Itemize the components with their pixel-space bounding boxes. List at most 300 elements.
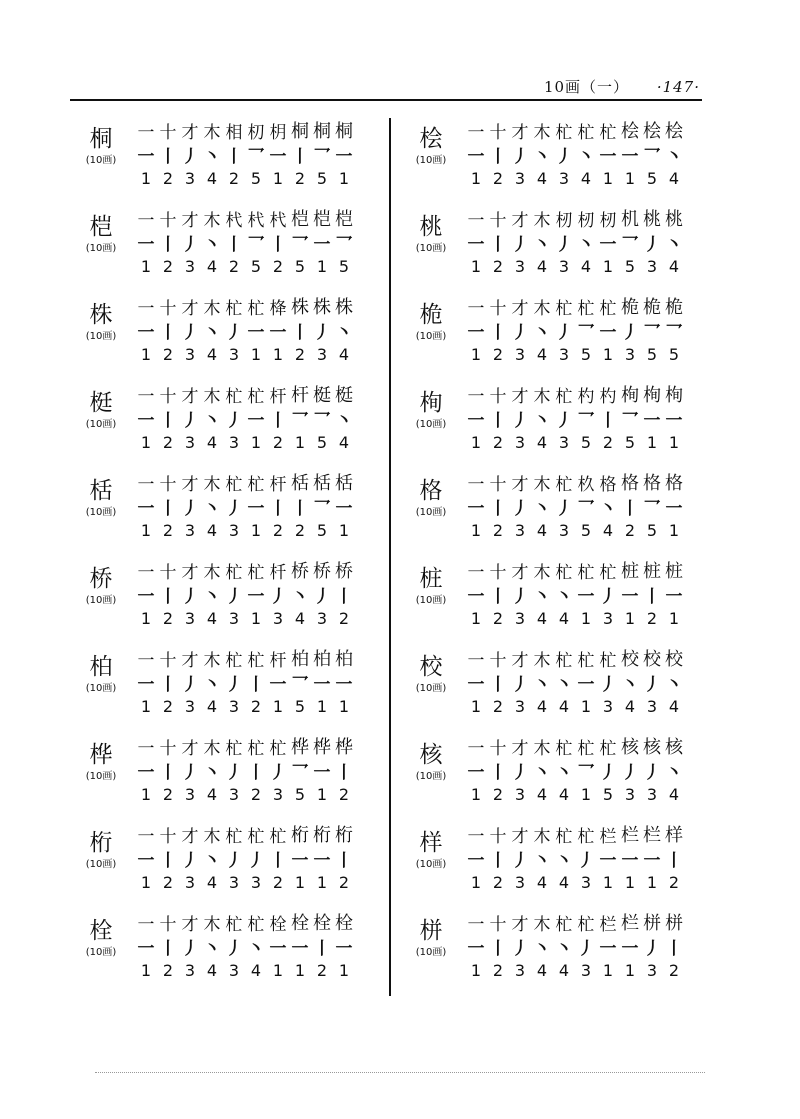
stroke-shape: 丨: [335, 850, 353, 871]
stroke-shape: 乛: [665, 322, 683, 343]
stroke-shape: 丨: [489, 938, 507, 959]
build-step: 桩: [665, 561, 683, 582]
stroke-number: 4: [536, 872, 548, 892]
build-step: 才: [511, 210, 529, 231]
stroke-count-label: (10画): [85, 419, 117, 430]
stroke-shape: 一: [665, 410, 683, 431]
build-step: 杧: [555, 738, 573, 759]
stroke-number: 5: [338, 256, 350, 276]
stroke-number: 4: [668, 168, 680, 188]
stroke-shape: 丶: [203, 410, 221, 431]
stroke-build-row: [135, 734, 385, 758]
build-step: 桦: [335, 737, 353, 758]
build-step: 木: [203, 738, 221, 759]
stroke-order-rows: [465, 118, 715, 190]
stroke-number: 2: [162, 432, 174, 452]
stroke-shape: 一: [137, 674, 155, 695]
stroke-number-row: [465, 606, 715, 630]
stroke-shape-row: [135, 318, 385, 342]
headword-character: 桤: [89, 214, 113, 240]
build-step: 栓: [291, 913, 309, 934]
stroke-build-row: [135, 910, 385, 934]
build-step: 木: [203, 914, 221, 935]
stroke-shape: 乛: [313, 410, 331, 431]
build-step: 栓: [313, 913, 331, 934]
build-step: 桃: [665, 209, 683, 230]
stroke-shape: 丿: [181, 586, 199, 607]
build-step: 才: [511, 562, 529, 583]
stroke-number: 5: [646, 344, 658, 364]
stroke-shape: 丶: [203, 146, 221, 167]
build-step: 才: [181, 298, 199, 319]
stroke-number: 2: [162, 520, 174, 540]
stroke-shape: 丨: [269, 234, 287, 255]
build-step: 木: [203, 386, 221, 407]
stroke-shape: 丶: [621, 674, 639, 695]
stroke-count-label: (10画): [85, 683, 117, 694]
stroke-shape: 丨: [489, 586, 507, 607]
stroke-number: 2: [162, 256, 174, 276]
stroke-shape: 丿: [511, 322, 529, 343]
stroke-number: 2: [272, 520, 284, 540]
headword-box: [405, 388, 457, 432]
stroke-shape: 丨: [159, 234, 177, 255]
stroke-shape: 乛: [335, 234, 353, 255]
build-step: 杧: [225, 386, 243, 407]
build-step: 栏: [599, 914, 617, 935]
stroke-shape: 一: [467, 762, 485, 783]
stroke-shape: 丿: [511, 762, 529, 783]
stroke-shape: 丶: [335, 322, 353, 343]
stroke-number: 1: [470, 696, 482, 716]
build-step: 一: [137, 386, 155, 407]
stroke-shape: 一: [621, 850, 639, 871]
stroke-shape: 丶: [665, 234, 683, 255]
stroke-shape: 丿: [225, 586, 243, 607]
stroke-number: 4: [558, 696, 570, 716]
headword-box: [75, 476, 127, 520]
right-column: [405, 118, 715, 998]
build-step: 杧: [599, 298, 617, 319]
build-step: 杧: [577, 826, 595, 847]
stroke-number: 2: [294, 520, 306, 540]
stroke-build-row: [465, 646, 715, 670]
stroke-shape: 丨: [489, 762, 507, 783]
stroke-number: 4: [536, 696, 548, 716]
stroke-shape: 丶: [203, 498, 221, 519]
build-step: 一: [467, 738, 485, 759]
stroke-number: 3: [316, 344, 328, 364]
stroke-number: 1: [602, 960, 614, 980]
stroke-number: 3: [228, 696, 240, 716]
stroke-count-label: (10画): [415, 859, 447, 870]
stroke-shape: 丿: [599, 762, 617, 783]
build-step: 机: [621, 209, 639, 230]
stroke-shape: 丿: [643, 938, 661, 959]
build-step: 木: [203, 650, 221, 671]
stroke-number-row: [465, 694, 715, 718]
stroke-number: 3: [250, 872, 262, 892]
stroke-order-rows: [135, 294, 385, 366]
stroke-number: 4: [602, 520, 614, 540]
stroke-number: 1: [470, 608, 482, 628]
stroke-number: 1: [272, 344, 284, 364]
stroke-number: 5: [668, 344, 680, 364]
stroke-number: 4: [206, 520, 218, 540]
headword-character: 校: [419, 654, 443, 680]
stroke-shape: 一: [137, 498, 155, 519]
stroke-shape: 一: [665, 586, 683, 607]
stroke-shape: 一: [269, 938, 287, 959]
build-step: 栏: [643, 825, 661, 846]
headword-box: [405, 300, 457, 344]
stroke-shape: 丿: [225, 850, 243, 871]
stroke-shape: 丨: [291, 146, 309, 167]
build-step: 一: [137, 826, 155, 847]
stroke-number: 3: [558, 432, 570, 452]
stroke-number: 1: [250, 608, 262, 628]
stroke-number: 5: [316, 520, 328, 540]
stroke-shape-row: [135, 934, 385, 958]
stroke-number: 5: [580, 344, 592, 364]
stroke-number: 2: [162, 168, 174, 188]
stroke-number: 2: [162, 608, 174, 628]
build-step: 十: [159, 122, 177, 143]
build-step: 样: [665, 825, 683, 846]
stroke-shape: 一: [599, 850, 617, 871]
build-step: 杧: [599, 738, 617, 759]
stroke-number: 3: [184, 960, 196, 980]
stroke-shape: 丿: [181, 410, 199, 431]
stroke-shape-row: [135, 494, 385, 518]
stroke-shape: 丿: [555, 146, 573, 167]
stroke-shape: 丨: [159, 498, 177, 519]
headword-box: [75, 740, 127, 784]
stroke-number: 4: [558, 960, 570, 980]
stroke-shape: 一: [599, 146, 617, 167]
stroke-shape: 一: [137, 762, 155, 783]
stroke-number: 5: [602, 784, 614, 804]
stroke-number: 3: [646, 696, 658, 716]
stroke-number: 3: [558, 344, 570, 364]
stroke-number: 2: [492, 520, 504, 540]
stroke-shape: 丨: [489, 322, 507, 343]
stroke-shape: 丶: [533, 850, 551, 871]
stroke-shape: 丶: [203, 674, 221, 695]
character-entry: [75, 734, 385, 822]
stroke-number: 1: [140, 344, 152, 364]
stroke-number: 4: [206, 344, 218, 364]
character-entry: [75, 294, 385, 382]
stroke-number: 1: [602, 872, 614, 892]
stroke-shape: 一: [467, 586, 485, 607]
stroke-number: 1: [294, 872, 306, 892]
build-step: 栏: [599, 826, 617, 847]
build-step: 才: [511, 914, 529, 935]
stroke-number-row: [135, 254, 385, 278]
stroke-shape: 丶: [533, 938, 551, 959]
stroke-number: 3: [228, 872, 240, 892]
stroke-number: 4: [338, 344, 350, 364]
stroke-number: 1: [668, 520, 680, 540]
stroke-order-rows: [465, 382, 715, 454]
headword-character: 栟: [419, 918, 443, 944]
build-step: 桦: [313, 737, 331, 758]
character-entry: [405, 734, 715, 822]
build-step: 木: [533, 826, 551, 847]
stroke-number: 1: [602, 256, 614, 276]
stroke-shape: 丶: [533, 586, 551, 607]
stroke-number: 4: [206, 872, 218, 892]
stroke-count-label: (10画): [415, 507, 447, 518]
stroke-shape: 丿: [511, 938, 529, 959]
stroke-number: 1: [624, 168, 636, 188]
stroke-order-rows: [135, 558, 385, 630]
headword-box: [405, 476, 457, 520]
build-step: 杆: [269, 650, 287, 671]
stroke-number: 5: [316, 432, 328, 452]
build-step: 杧: [247, 474, 265, 495]
stroke-number: 1: [272, 168, 284, 188]
build-step: 十: [489, 914, 507, 935]
stroke-number: 3: [184, 784, 196, 804]
headword-box: [75, 388, 127, 432]
stroke-shape: 丿: [511, 410, 529, 431]
stroke-number: 2: [338, 608, 350, 628]
stroke-build-row: [465, 558, 715, 582]
stroke-shape: 丶: [533, 234, 551, 255]
stroke-number: 3: [646, 960, 658, 980]
build-step: 桃: [643, 209, 661, 230]
build-step: 杧: [225, 650, 243, 671]
stroke-number: 3: [514, 608, 526, 628]
build-step: 杧: [555, 826, 573, 847]
stroke-number: 2: [492, 608, 504, 628]
build-step: 桤: [335, 209, 353, 230]
stroke-number: 3: [272, 608, 284, 628]
stroke-shape: 一: [467, 410, 485, 431]
stroke-number: 5: [580, 432, 592, 452]
stroke-shape: 一: [621, 586, 639, 607]
stroke-shape: 丶: [203, 938, 221, 959]
build-step: 杧: [599, 122, 617, 143]
stroke-number: 2: [162, 960, 174, 980]
stroke-shape: 丶: [533, 146, 551, 167]
build-step: 十: [159, 650, 177, 671]
character-entry: [75, 822, 385, 910]
build-step: 一: [467, 826, 485, 847]
stroke-number: 1: [602, 344, 614, 364]
stroke-shape: 丿: [247, 850, 265, 871]
stroke-shape: 丶: [577, 146, 595, 167]
stroke-number: 1: [338, 168, 350, 188]
build-step: 十: [489, 562, 507, 583]
stroke-shape: 丨: [291, 322, 309, 343]
build-step: 一: [137, 122, 155, 143]
stroke-shape: 一: [621, 938, 639, 959]
stroke-number: 4: [536, 256, 548, 276]
stroke-number: 2: [668, 872, 680, 892]
stroke-shape-row: [465, 670, 715, 694]
build-step: 杧: [247, 386, 265, 407]
stroke-number: 1: [668, 608, 680, 628]
stroke-number: 1: [316, 784, 328, 804]
stroke-shape: 一: [247, 322, 265, 343]
stroke-count-label: (10画): [415, 155, 447, 166]
stroke-number: 3: [272, 784, 284, 804]
stroke-shape: 一: [643, 410, 661, 431]
stroke-shape: 一: [137, 410, 155, 431]
stroke-number: 1: [316, 872, 328, 892]
stroke-build-row: [465, 910, 715, 934]
stroke-shape: 丿: [511, 498, 529, 519]
stroke-count-label: (10画): [85, 331, 117, 342]
stroke-build-row: [465, 294, 715, 318]
build-step: 桩: [643, 561, 661, 582]
build-step: 株: [291, 297, 309, 318]
stroke-number: 1: [470, 344, 482, 364]
stroke-number: 1: [624, 872, 636, 892]
stroke-count-label: (10画): [415, 331, 447, 342]
footer-rule: [95, 1072, 705, 1073]
stroke-number: 3: [228, 608, 240, 628]
build-step: 桅: [621, 297, 639, 318]
build-step: 十: [159, 738, 177, 759]
stroke-build-row: [135, 470, 385, 494]
build-step: 杙: [269, 210, 287, 231]
stroke-build-row: [135, 646, 385, 670]
stroke-number: 3: [228, 960, 240, 980]
stroke-shape: 丿: [511, 586, 529, 607]
stroke-order-rows: [465, 294, 715, 366]
build-step: 格: [599, 474, 617, 495]
headword-box: [75, 652, 127, 696]
stroke-shape: 丶: [533, 674, 551, 695]
build-step: 十: [489, 474, 507, 495]
character-entry: [405, 206, 715, 294]
stroke-shape: 丨: [269, 498, 287, 519]
build-step: 柏: [313, 649, 331, 670]
build-step: 桁: [335, 825, 353, 846]
build-step: 一: [137, 210, 155, 231]
build-step: 杄: [269, 562, 287, 583]
build-step: 杧: [555, 122, 573, 143]
stroke-number: 3: [558, 520, 570, 540]
stroke-shape: 一: [335, 498, 353, 519]
stroke-number-row: [465, 518, 715, 542]
stroke-number: 4: [206, 432, 218, 452]
stroke-number: 1: [338, 696, 350, 716]
build-step: 杧: [225, 738, 243, 759]
stroke-shape: 乛: [313, 498, 331, 519]
build-step: 一: [137, 914, 155, 935]
build-step: 杧: [577, 738, 595, 759]
stroke-number: 1: [294, 432, 306, 452]
build-step: 木: [203, 474, 221, 495]
headword-box: [405, 564, 457, 608]
build-step: 栒: [665, 385, 683, 406]
build-step: 杧: [577, 562, 595, 583]
headword-box: [75, 300, 127, 344]
stroke-number: 5: [250, 168, 262, 188]
build-step: 杒: [555, 210, 573, 231]
stroke-number: 3: [316, 608, 328, 628]
headword-character: 株: [89, 302, 113, 328]
stroke-number: 2: [316, 960, 328, 980]
stroke-shape-row: [135, 406, 385, 430]
stroke-shape: 丨: [335, 762, 353, 783]
character-entry: [405, 822, 715, 910]
build-step: 杆: [269, 386, 287, 407]
stroke-order-rows: [465, 910, 715, 982]
stroke-shape: 丶: [247, 938, 265, 959]
stroke-shape-row: [135, 142, 385, 166]
stroke-number-row: [135, 430, 385, 454]
stroke-shape: 一: [137, 586, 155, 607]
stroke-number: 4: [206, 960, 218, 980]
stroke-number: 4: [536, 432, 548, 452]
stroke-shape: 丿: [555, 498, 573, 519]
stroke-shape-row: [135, 230, 385, 254]
stroke-number: 2: [492, 960, 504, 980]
stroke-shape: 丶: [665, 762, 683, 783]
stroke-number: 3: [514, 960, 526, 980]
headword-character: 样: [419, 830, 443, 856]
stroke-number: 3: [184, 432, 196, 452]
stroke-number: 3: [184, 256, 196, 276]
stroke-number: 2: [602, 432, 614, 452]
stroke-shape: 丿: [511, 674, 529, 695]
headword-character: 桦: [89, 742, 113, 768]
build-step: 桩: [621, 561, 639, 582]
stroke-shape: 一: [291, 938, 309, 959]
stroke-shape: 丨: [159, 674, 177, 695]
stroke-shape: 一: [269, 146, 287, 167]
stroke-number: 3: [514, 432, 526, 452]
stroke-number: 5: [250, 256, 262, 276]
stroke-number: 4: [536, 960, 548, 980]
stroke-build-row: [465, 118, 715, 142]
headword-box: [75, 564, 127, 608]
stroke-number-row: [465, 430, 715, 454]
stroke-number: 5: [294, 696, 306, 716]
build-step: 木: [203, 122, 221, 143]
stroke-number: 1: [140, 608, 152, 628]
stroke-shape: 丨: [159, 146, 177, 167]
stroke-shape: 丨: [291, 498, 309, 519]
build-step: 桅: [643, 297, 661, 318]
stroke-number-row: [135, 518, 385, 542]
stroke-number: 2: [162, 784, 174, 804]
stroke-shape: 一: [269, 322, 287, 343]
build-step: 枂: [269, 122, 287, 143]
stroke-number-row: [135, 870, 385, 894]
build-step: 杧: [577, 650, 595, 671]
stroke-shape: 一: [137, 322, 155, 343]
build-step: 柏: [335, 649, 353, 670]
stroke-shape: 丨: [643, 586, 661, 607]
build-step: 栟: [643, 913, 661, 934]
headword-character: 桥: [89, 566, 113, 592]
stroke-shape: 一: [467, 938, 485, 959]
stroke-order-rows: [465, 646, 715, 718]
stroke-shape: 一: [467, 850, 485, 871]
headword-character: 桧: [419, 126, 443, 152]
build-step: 才: [181, 562, 199, 583]
stroke-shape: 丿: [599, 674, 617, 695]
stroke-number: 2: [294, 168, 306, 188]
stroke-shape: 丿: [269, 762, 287, 783]
